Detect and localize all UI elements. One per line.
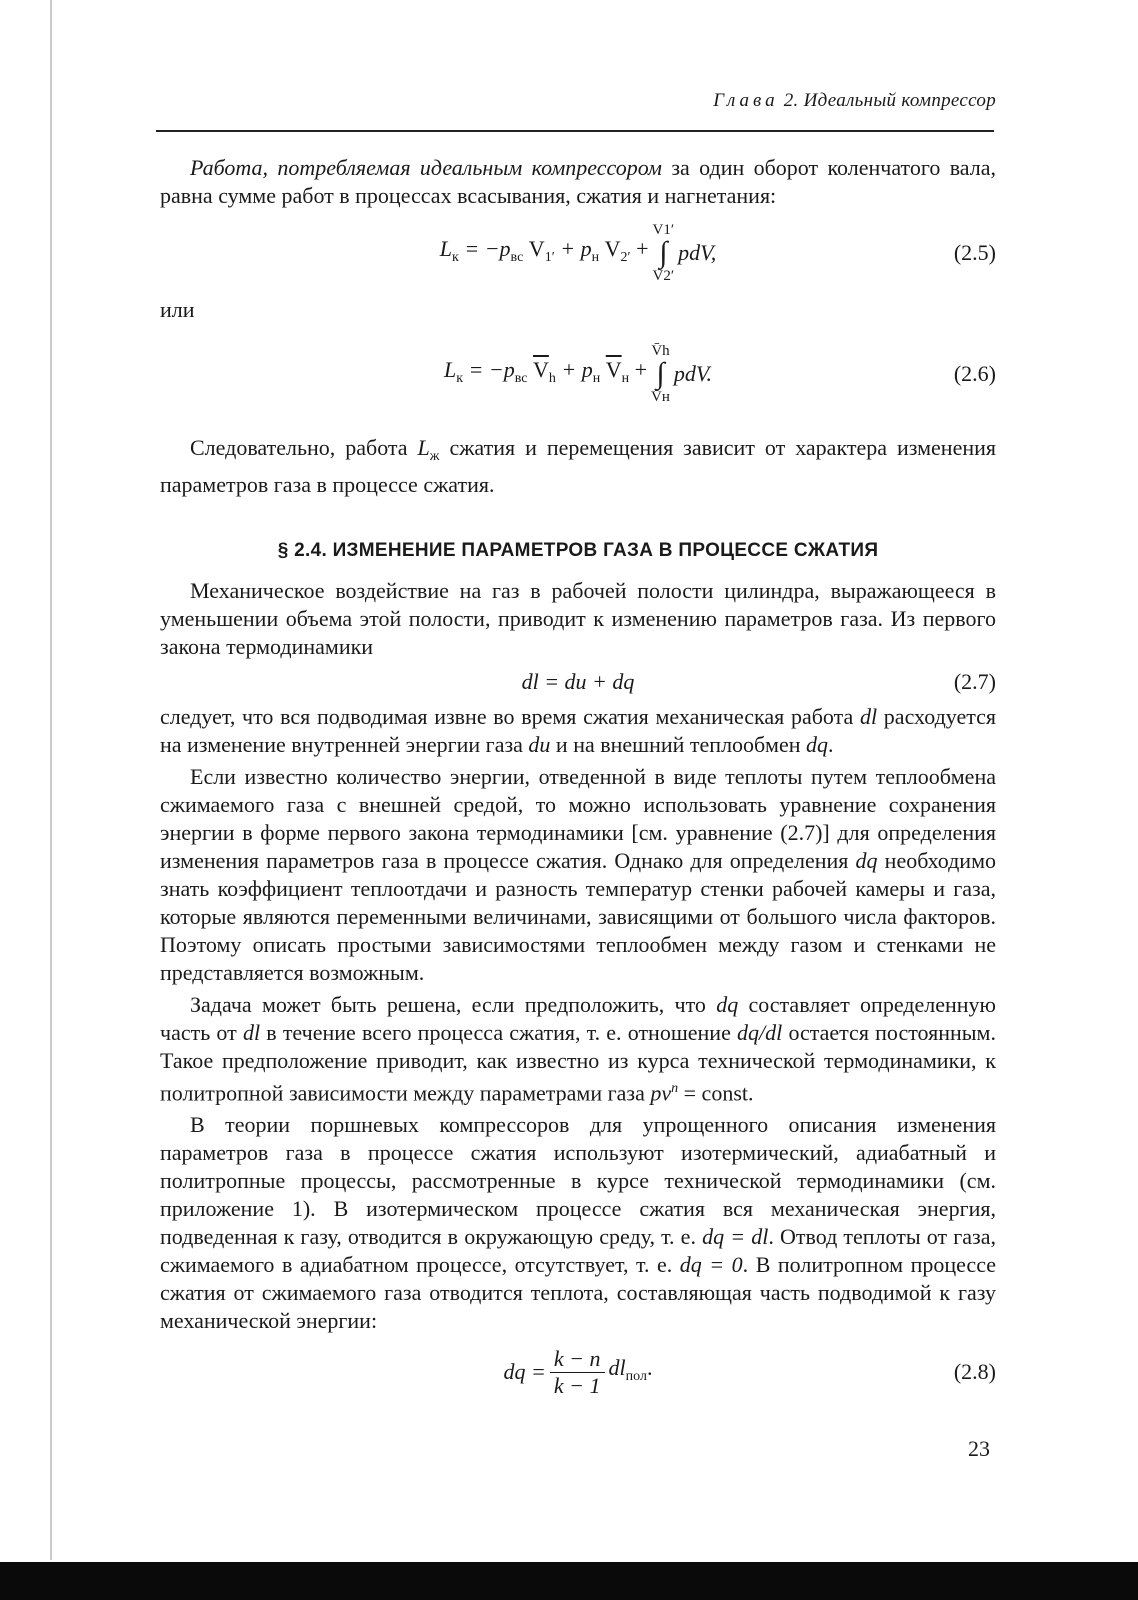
eq-term: + [629, 356, 648, 382]
math-symbol: du [528, 732, 551, 757]
equation-number: (2.5) [953, 240, 996, 265]
integral-upper-limit: V̄h [651, 343, 670, 359]
page-number: 23 [968, 1436, 990, 1461]
paragraph-mechanical: Механическое воздействие на газ в рабочей полости цилиндра, выражающееся в уменьшении объема этой полости, приводит к изменению параметров газа. Из первого закона термодинамики [160, 578, 996, 659]
text: Задача может быть решена, если предположить, что [190, 992, 717, 1017]
text: = const. [678, 1080, 754, 1106]
math-symbol: pv [650, 1080, 672, 1106]
eq-term: + p [554, 235, 592, 261]
fraction-numerator: k − n [550, 1346, 605, 1373]
header-rule [156, 130, 994, 132]
eq-term: = −p [458, 235, 511, 261]
eq-lhs-sub: к [456, 370, 464, 386]
eq-term: dl [608, 1354, 626, 1380]
integral-lower-limit: V2′ [652, 268, 675, 284]
integral-sign: V1′ ∫ V2′ [652, 222, 675, 284]
eq-lhs-sub: к [452, 249, 459, 265]
paragraph-task [160, 991, 996, 1107]
eq-lhs: L [443, 356, 457, 382]
eq-term: $\overline{V}$ [532, 356, 549, 382]
fraction-denominator: k − 1 [553, 1372, 601, 1398]
eq-sub: н [592, 370, 601, 386]
integral-sign: V̄h ∫ V̄н [651, 343, 670, 405]
text: . В политропном процессе сжатия от сжимаемого газа отводится теплота, составляющая часть подводимой к газу механической энергии: [160, 1252, 996, 1334]
fraction [550, 1346, 605, 1399]
eq-sub: пол [625, 1368, 647, 1384]
math-symbol: L [417, 435, 430, 460]
equation-2-5 [160, 210, 996, 296]
eq-expression: dl = du + dq [521, 669, 635, 694]
text: и на внешний теплообмен [550, 732, 806, 757]
eq-sub: н [621, 370, 630, 386]
scan-bottom-border [0, 1562, 1138, 1600]
eq-sub: н [591, 249, 600, 265]
paragraph-text: за один оборот коленчатого вала, равна сумме работ в процессах всасывания, сжатия и нагнетания: [160, 155, 996, 208]
or-word: или [160, 297, 195, 322]
text: сжатия и перемещения зависит от характера изменения параметров газа в процессе сжатия. [160, 435, 997, 497]
math-symbol: dq/dl [737, 1020, 783, 1045]
text: . Отвод теплоты от газа, сжимаемого в адиабатном процессе, отсутствует, т. е. [160, 1224, 996, 1278]
equation-2-6 [160, 324, 996, 424]
equation-number: (2.6) [953, 361, 996, 386]
integrand: pdV, [678, 240, 717, 265]
page-body [160, 154, 996, 1409]
math-symbol: dq = dl [702, 1224, 769, 1250]
binding-edge-line [50, 0, 52, 1560]
eq-tail: . [646, 1354, 653, 1380]
text: . [828, 732, 834, 757]
text: Если известно количество энергии, отведенной в виде теплоты путем теплообмена сжимаемого газа с внешней средой, то можно использовать уравнение сохранения энергии в форме первого закона термодинамики [см. уравнение (2.7)] для определения изменения параметров газа в процессе сжатия. Однако для определения [160, 764, 996, 873]
eq-term: V [599, 235, 621, 261]
eq-term: V [523, 235, 545, 261]
chapter-word: Глава [713, 90, 779, 111]
eq-term: + [630, 235, 649, 261]
integral-lower-limit: V̄н [651, 389, 670, 405]
text: остается постоянным. Такое предположение приводит, как известно из курса технической термодинамики, к политропной зависимости между параметрами газа [160, 1020, 996, 1106]
text: составляет определенную часть от [160, 992, 996, 1045]
eq-lhs: L [439, 235, 453, 261]
paragraph-theory [160, 1111, 996, 1335]
paragraph-consequently [160, 434, 996, 499]
eq-term: $\overline{V}$ [605, 356, 622, 382]
equation-2-7 [160, 661, 996, 703]
text: в течение всего процесса сжатия, т. е. отношение [260, 1020, 738, 1045]
math-sub: ж [429, 449, 440, 464]
math-symbol: dl [859, 704, 878, 729]
integrand: pdV. [673, 361, 713, 386]
eq-term: + p [555, 356, 593, 382]
eq-sub: 2′ [620, 249, 631, 265]
equation-2-8 [160, 1335, 996, 1409]
equation-number: (2.7) [953, 669, 996, 694]
math-symbol: dq [855, 848, 878, 873]
paragraph-work [160, 154, 996, 210]
eq-sub: вс [510, 249, 524, 265]
text: В теории поршневых компрессоров для упрощенного описания изменения параметров газа в процессе сжатия используют изотермический, адиабатный и политропные процессы, рассмотренные в курсе технической термодинамики (см. приложение 1). В изотермическом процессе сжатия вся механическая энергия, подведенная к газу, отводится в окружающую среду, т. е. [160, 1112, 996, 1250]
running-header [713, 90, 996, 112]
equation-number: (2.8) [953, 1359, 996, 1385]
math-symbol: dq [806, 732, 828, 757]
eq-lhs: dq = [503, 1359, 546, 1385]
text: Следовательно, работа [190, 435, 418, 460]
eq-sub: h [548, 370, 556, 386]
eq-term: = −p [463, 356, 515, 382]
text: следует, что вся подводимая извне во время сжатия механическая работа [160, 704, 860, 729]
math-symbol: dq [716, 992, 739, 1017]
integral-upper-limit: V1′ [652, 222, 675, 238]
math-symbol: dq = 0 [679, 1252, 743, 1278]
italic-lead: Работа, потребляемая идеальным компрессором [190, 155, 662, 180]
math-sup: n [671, 1081, 679, 1096]
text: расходуется на изменение внутренней энергии газа [160, 704, 997, 757]
eq-sub: 1′ [544, 249, 555, 265]
eq-sub: вс [514, 370, 528, 386]
chapter-title: 2. Идеальный компрессор [783, 90, 996, 111]
paragraph-if-known [160, 763, 996, 987]
paragraph-follows [160, 703, 996, 759]
math-symbol: dl [242, 1020, 261, 1045]
section-heading: § 2.4. ИЗМЕНЕНИЕ ПАРАМЕТРОВ ГАЗА В ПРОЦЕССЕ СЖАТИЯ [277, 540, 879, 561]
text: необходимо знать коэффициент теплоотдачи и разность температур стенки рабочей камеры и газа, которые являются переменными величинами, зависящими от большого числа факторов. Поэтому описать простыми зависимостями теплообмен между газом и стенками не представляется возможным. [160, 848, 996, 985]
